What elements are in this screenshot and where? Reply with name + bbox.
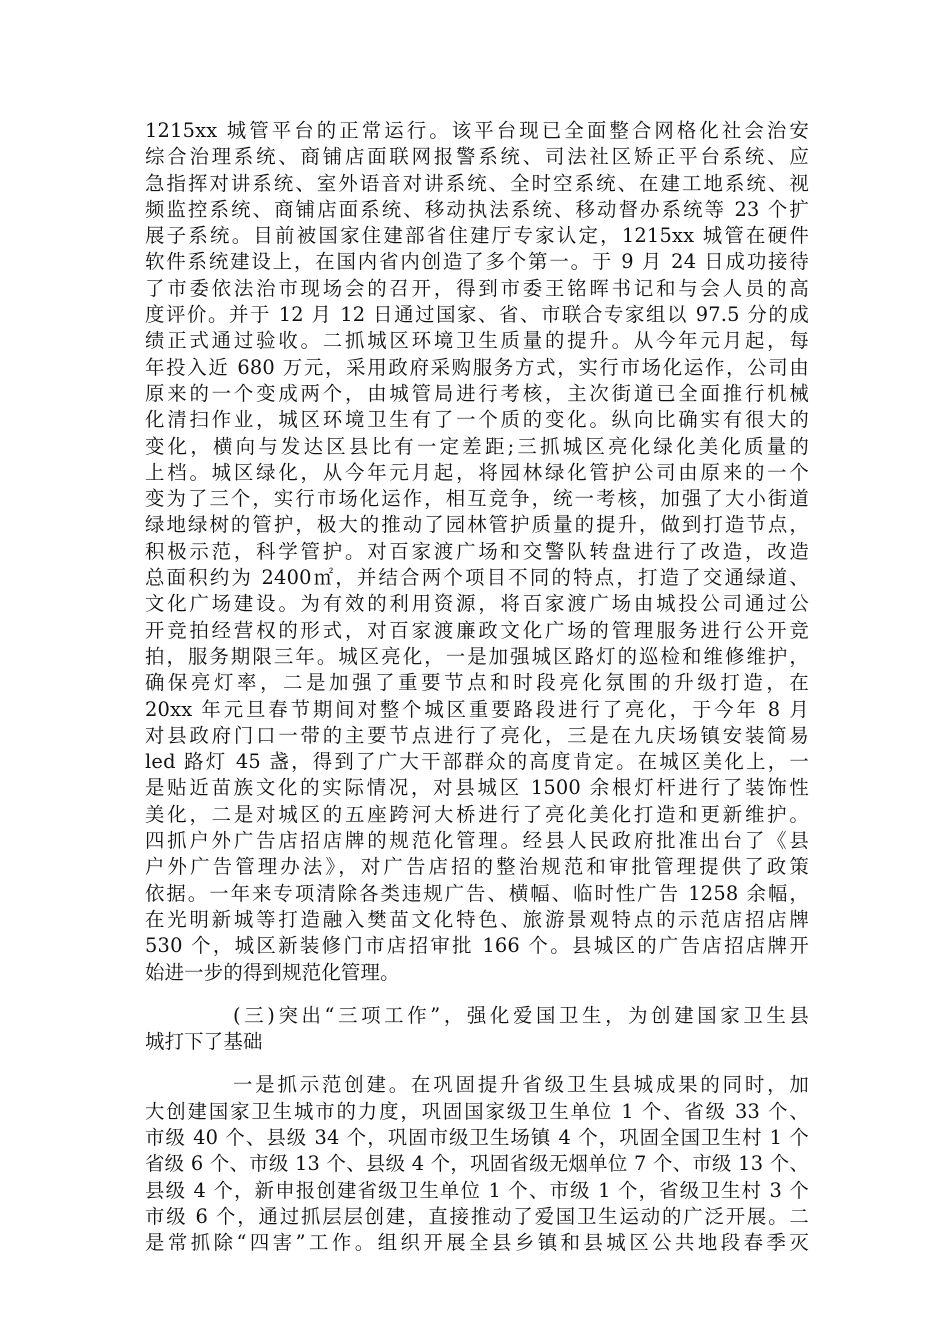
- section-heading-patriotic-health: [145, 1003, 809, 1056]
- text-line: 省级 6 个、市级 13 个、县级 4 个，巩固省级无烟单位 7 个、市级 13 个、: [145, 1152, 809, 1176]
- text-line: 市级 6 个，通过抓层层创建，直接推动了爱国卫生运动的广泛开展。二: [145, 1204, 809, 1228]
- text-line: 绿地绿树的管护，极大的推动了园林管护质量的提升，做到打造节点，: [145, 513, 809, 537]
- text-line: 县级 4 个，新申报创建省级卫生单位 1 个、市级 1 个，省级卫生村 3 个: [145, 1178, 809, 1202]
- text-line: 变化，横向与发达区县比有一定差距;三抓城区亮化绿化美化质量的: [145, 434, 809, 458]
- text-line: 20xx 年元旦春节期间对整个城区重要路段进行了亮化，于今年 8 月: [145, 697, 810, 721]
- text-line: 在光明新城等打造融入樊苗文化特色、旅游景观特点的示范店招店牌: [145, 907, 809, 931]
- text-line: 是常抓除“四害”工作。组织开展全县乡镇和县城区公共地段春季灭: [145, 1231, 809, 1255]
- text-line: 变为了三个，实行市场化运作，相互竞争，统一考核，加强了大小街道: [145, 487, 809, 511]
- text-line: 年投入近 680 万元，采用政府采购服务方式，实行市场化运作，公司由: [145, 355, 809, 379]
- text-line: 对县政府门口一带的主要节点进行了亮化，三是在九庆场镇安装简易: [145, 723, 809, 747]
- text-line: 一是抓示范创建。在巩固提升省级卫生县城成果的同时，加: [233, 1073, 809, 1097]
- text-line: 始进一步的得到规范化管理。: [145, 960, 400, 984]
- heading-line: 城打下了基础: [145, 1030, 263, 1054]
- text-line: 度评价。并于 12 月 12 日通过国家、省、市联合专家组以 97.5 分的成: [145, 303, 809, 327]
- text-line: 依据。一年来专项清除各类违规广告、横幅、临时性广告 1258 余幅，: [145, 881, 809, 905]
- paragraph-spacer: [145, 1055, 809, 1072]
- text-line: 原来的一个变成两个，由城管局进行考核，主次街道已全面推行机械: [145, 381, 809, 405]
- text-line: 软件系统建设上，在国内省内创造了多个第一。于 9 月 24 日成功接待: [145, 250, 809, 274]
- text-line: 了市委依法治市现场会的召开，得到市委王铭晖书记和与会人员的高: [145, 276, 809, 300]
- text-line: 积极示范，科学管护。对百家渡广场和交警队转盘进行了改造，改造: [145, 539, 809, 563]
- text-line: 1215xx 城管平台的正常运行。该平台现已全面整合网格化社会治安: [145, 119, 809, 142]
- text-line: led 路灯 45 盏，得到了广大干部群众的高度肯定。在城区美化上，一: [145, 750, 809, 774]
- text-line: 急指挥对讲系统、室外语音对讲系统、全时空系统、在建工地系统、视: [145, 171, 809, 195]
- text-line: 展子系统。目前被国家住建部省住建厅专家认定，1215xx 城管在硬件: [145, 224, 809, 248]
- text-line: 拍，服务期限三年。城区亮化，一是加强城区路灯的巡检和维修维护，: [145, 644, 809, 668]
- text-line: 四抓户外广告店招店牌的规范化管理。经县人民政府批准出台了《县: [145, 829, 809, 853]
- text-line: 市级 40 个、县级 34 个，巩固市级卫生场镇 4 个，巩固全国卫生村 1 个: [145, 1125, 809, 1149]
- paragraph-demonstration-creation: [145, 1072, 809, 1256]
- text-line: 大创建国家卫生城市的力度，巩固国家级卫生单位 1 个、省级 33 个、: [145, 1099, 809, 1123]
- text-line: 开竞拍经营权的形式，对百家渡廉政文化广场的管理服务进行公开竞: [145, 618, 809, 642]
- document-body: [145, 118, 809, 1256]
- text-line: 绩正式通过验收。二抓城区环境卫生质量的提升。从今年元月起，每: [145, 329, 809, 353]
- paragraph-urban-management: [145, 118, 809, 986]
- text-line: 户外广告管理办法》，对广告店招的整治规范和审批管理提供了政策: [145, 855, 809, 879]
- text-line: 上档。城区绿化，从今年元月起，将园林绿化管护公司由原来的一个: [145, 460, 809, 484]
- text-line: 化清扫作业，城区环境卫生有了一个质的变化。纵向比确实有很大的: [145, 408, 809, 432]
- text-line: 综合治理系统、商铺店面联网报警系统、司法社区矫正平台系统、应: [145, 145, 809, 169]
- heading-line: (三)突出“三项工作”，强化爱国卫生，为创建国家卫生县: [233, 1003, 809, 1027]
- paragraph-spacer: [145, 986, 809, 1003]
- text-line: 文化广场建设。为有效的利用资源，将百家渡广场由城投公司通过公: [145, 592, 809, 616]
- text-line: 是贴近苗族文化的实际情况，对县城区 1500 余根灯杆进行了装饰性: [145, 776, 809, 800]
- text-line: 确保亮灯率，二是加强了重要节点和时段亮化氛围的升级打造，在: [145, 671, 809, 695]
- text-line: 530 个，城区新装修门市店招审批 166 个。县城区的广告店招店牌开: [145, 934, 809, 958]
- text-line: 美化，二是对城区的五座跨河大桥进行了亮化美化打造和更新维护。: [145, 802, 809, 826]
- text-line: 总面积约为 2400㎡，并结合两个项目不同的特点，打造了交通绿道、: [145, 566, 809, 590]
- text-line: 频监控系统、商铺店面系统、移动执法系统、移动督办系统等 23 个扩: [145, 197, 809, 221]
